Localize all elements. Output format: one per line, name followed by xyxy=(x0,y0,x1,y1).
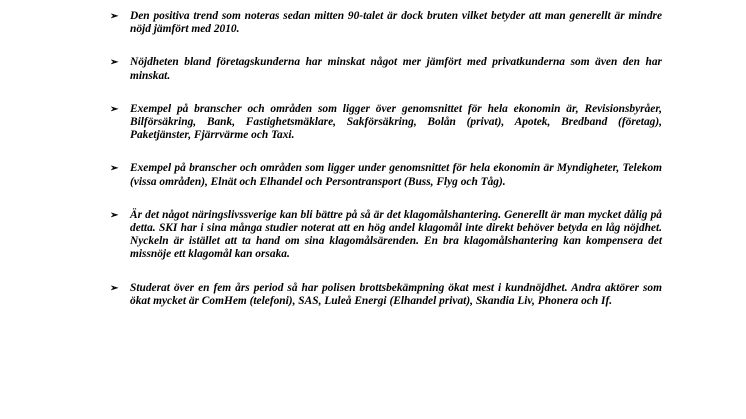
bullet-item xyxy=(110,103,662,143)
bullet-text: Exempel på branscher och områden som ligger över genomsnittet för hela ekonomin är, Revisionsbyråer, Bilförsäkring, Bank, Fastighetsmäklare, Sakförsäkring, Bolån (privat), Apotek, Bredband (företag), Paketjänster, Fjärrvärme och Taxi. xyxy=(130,102,662,142)
bullet-item xyxy=(110,10,662,36)
bullet-item xyxy=(110,56,662,82)
arrow-bullet-icon: ➢ xyxy=(110,209,119,221)
bullet-text: Studerat över en fem års period så har polisen brottsbekämpning ökat mest i kundnöjdhet. Andra aktörer som ökat mycket är ComHem (telefoni), SAS, Luleå Energi (Elhandel privat), Skandia Liv, Phonera och If. xyxy=(130,281,662,307)
arrow-bullet-icon: ➢ xyxy=(110,163,119,175)
bullet-item xyxy=(110,209,662,262)
bullet-item xyxy=(110,282,662,308)
arrow-bullet-icon: ➢ xyxy=(110,57,119,69)
bullet-list xyxy=(110,10,662,328)
bullet-text: Nöjdheten bland företagskunderna har minskat något mer jämfört med privatkunderna som även den har minskat. xyxy=(130,56,662,82)
arrow-bullet-icon: ➢ xyxy=(110,282,119,294)
bullet-text: Den positiva trend som noteras sedan mitten 90-talet är dock bruten vilket betyder att man generellt är mindre nöjd jämfört med 2010. xyxy=(130,10,662,36)
bullet-text: Exempel på branscher och områden som ligger under genomsnittet för hela ekonomin är Myndigheter, Telekom (vissa områden), Elnät och Elhandel och Persontransport (Buss, Flyg och Tåg). xyxy=(130,162,662,188)
bullet-text: Är det något näringslivssverige kan bli bättre på så är det klagomålshantering. Generellt är man mycket dålig på detta. SKI har i sina många studier noterat att en hög andel klagomål inte direkt behöver betyda en låg nöjdhet. Nyckeln är istället att ta hand om sina klagomålsärenden. En bra klagomålshantering kan kompensera det missnöje ett klagomål kan orsaka. xyxy=(130,208,662,261)
arrow-bullet-icon: ➢ xyxy=(110,11,119,22)
bullet-item xyxy=(110,162,662,188)
arrow-bullet-icon: ➢ xyxy=(110,103,119,115)
